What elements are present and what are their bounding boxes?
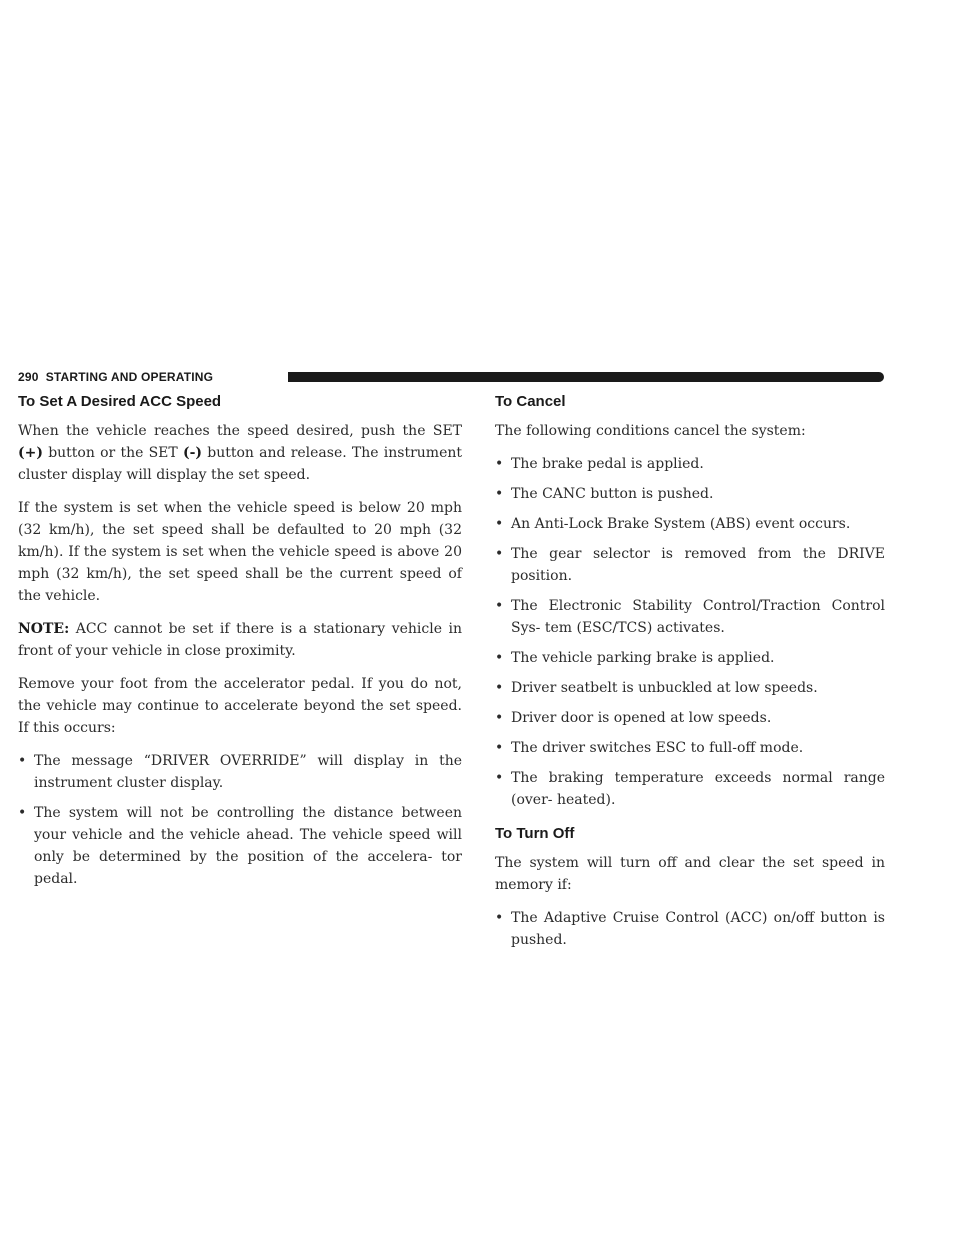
paragraph-set-speed <box>18 420 462 486</box>
list-item-text: The system will not be controlling the distance between your vehicle and the vehicle ahead. The vehicle speed will only be determined by the position of the accelera- tor pedal. <box>34 805 462 887</box>
text-run: button and release. The instrument cluster display will display the set speed. <box>18 445 462 483</box>
header-rule <box>288 372 884 382</box>
note-label: NOTE: <box>18 621 70 637</box>
list-item <box>495 677 885 699</box>
note-paragraph <box>18 618 462 662</box>
bullet-icon: • <box>495 516 504 532</box>
paragraph-cancel-intro: The following conditions cancel the system: <box>495 423 806 439</box>
heading-cancel: To Cancel <box>495 393 566 410</box>
list-item-text: An Anti-Lock Brake System (ABS) event occurs. <box>511 516 851 532</box>
section-title: STARTING AND OPERATING <box>45 370 214 384</box>
list-item-text: The brake pedal is applied. <box>511 456 704 472</box>
bullet-icon: • <box>495 546 504 562</box>
list-item-text: The Electronic Stability Control/Traction Control Sys- tem (ESC/TCS) activates. <box>511 598 885 636</box>
list-item <box>495 647 885 669</box>
minus-symbol: (-) <box>182 445 203 461</box>
list-item-text: The driver switches ESC to full-off mode. <box>511 740 804 756</box>
list-item-text: The CANC button is pushed. <box>511 486 714 502</box>
bullet-icon: • <box>495 486 504 502</box>
list-item <box>495 513 885 535</box>
cancel-list <box>495 453 885 811</box>
page-number: 290 <box>18 370 39 384</box>
bullet-icon: • <box>495 650 504 666</box>
list-item <box>495 453 885 475</box>
list-item-text: The vehicle parking brake is applied. <box>511 650 775 666</box>
bullet-icon: • <box>495 910 504 926</box>
list-item-text: The message “DRIVER OVERRIDE” will display in the instrument cluster display. <box>34 753 462 791</box>
header-label <box>18 370 213 384</box>
list-item-text: The gear selector is removed from the DRIVE position. <box>511 546 885 584</box>
text-run: button or the SET <box>42 445 183 461</box>
bullet-icon: • <box>495 770 504 786</box>
list-item <box>495 707 885 729</box>
heading-set-speed: To Set A Desired ACC Speed <box>18 393 222 410</box>
list-item <box>495 595 885 639</box>
list-item <box>495 543 885 587</box>
list-item-text: The braking temperature exceeds normal range (over- heated). <box>511 770 885 808</box>
list-item <box>495 483 885 505</box>
bullet-icon: • <box>18 753 27 769</box>
bullet-icon: • <box>495 680 504 696</box>
note-text: ACC cannot be set if there is a stationary vehicle in front of your vehicle in close proximity. <box>18 621 462 659</box>
bullet-icon: • <box>495 598 504 614</box>
list-item-text: The Adaptive Cruise Control (ACC) on/off button is pushed. <box>511 910 885 948</box>
list-item <box>495 737 885 759</box>
list-item-text: Driver door is opened at low speeds. <box>511 710 772 726</box>
bullet-icon: • <box>495 456 504 472</box>
paragraph-turn-off-intro: The system will turn off and clear the set speed in memory if: <box>495 855 885 893</box>
text-run: When the vehicle reaches the speed desired, push the SET <box>18 423 462 439</box>
list-item <box>495 767 885 811</box>
heading-turn-off: To Turn Off <box>495 825 575 842</box>
list-item <box>18 750 462 794</box>
override-list <box>18 750 462 890</box>
left-column <box>18 393 462 898</box>
list-item <box>18 802 462 890</box>
list-item <box>495 907 885 951</box>
list-item-text: Driver seatbelt is unbuckled at low speeds. <box>511 680 818 696</box>
bullet-icon: • <box>495 740 504 756</box>
paragraph-override: Remove your foot from the accelerator pedal. If you do not, the vehicle may continue to accelerate beyond the set speed. If this occurs: <box>18 676 462 736</box>
bullet-icon: • <box>18 805 27 821</box>
bullet-icon: • <box>495 710 504 726</box>
turn-off-list <box>495 907 885 951</box>
plus-symbol: (+) <box>18 445 43 461</box>
right-column <box>495 393 885 959</box>
page-header <box>18 370 884 384</box>
paragraph-default-speed: If the system is set when the vehicle speed is below 20 mph (32 km/h), the set speed shall be defaulted to 20 mph (32 km/h). If the system is set when the vehicle speed is above 20 mph (32 km/h), the set speed shall be the current speed of the vehicle. <box>18 500 462 604</box>
